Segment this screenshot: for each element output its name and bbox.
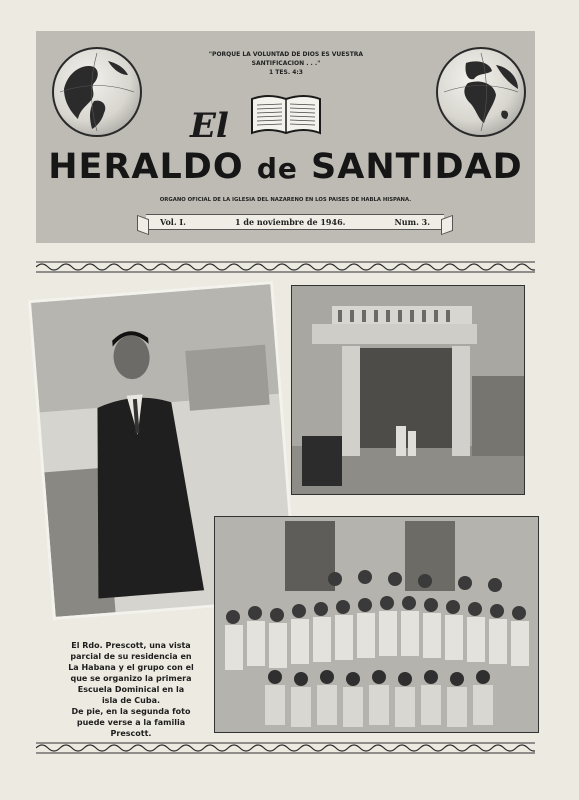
volume-label: Vol. I. xyxy=(160,217,186,227)
bible-verse xyxy=(186,50,386,77)
issue-ribbon xyxy=(146,214,444,230)
verse-line-1: "PORQUE LA VOLUNTAD DE DIOS ES VUESTRA xyxy=(208,51,364,58)
caption-line: puede verse a la familia xyxy=(76,718,186,727)
newspaper-subtitle: ORGANO OFICIAL DE LA IGLESIA DEL NAZARENO EN LOS PAISES DE HABLA HISPANA. xyxy=(159,197,412,203)
caption-line: Prescott. xyxy=(110,729,152,738)
verse-line-2: SANTIFICACION . . ." xyxy=(251,60,321,67)
caption-line: De pie, en la segunda foto xyxy=(71,707,191,716)
title-heraldo: HERALDO xyxy=(48,147,244,187)
caption-line: parcial de su residencia en xyxy=(70,652,192,661)
caption-line: Escuela Dominical en la xyxy=(77,685,185,694)
masthead xyxy=(36,31,535,243)
photo-caption xyxy=(56,640,206,739)
verse-reference: 1 TES. 4:3 xyxy=(269,69,303,76)
globe-americas-icon xyxy=(52,47,142,137)
issue-date: 1 de noviembre de 1946. xyxy=(235,217,346,227)
caption-line: El Rdo. Prescott, una vista xyxy=(71,641,191,650)
ornamental-border-bottom xyxy=(36,742,535,754)
ornamental-border-top xyxy=(36,261,535,273)
globe-africa-europe-icon xyxy=(436,47,526,137)
photo-residence-havana xyxy=(291,285,525,495)
title-el: El xyxy=(190,106,229,146)
title-santidad: SANTIDAD xyxy=(311,147,523,187)
caption-line: que se organizo la primera xyxy=(70,674,192,683)
issue-number: Num. 3. xyxy=(394,217,430,227)
photo-sunday-school-group xyxy=(214,516,539,733)
caption-line: isla de Cuba. xyxy=(101,696,161,705)
newspaper-title xyxy=(36,147,535,189)
title-de: de xyxy=(256,152,298,185)
open-bible-icon xyxy=(250,91,322,137)
caption-line: La Habana y el grupo con el xyxy=(68,663,194,672)
